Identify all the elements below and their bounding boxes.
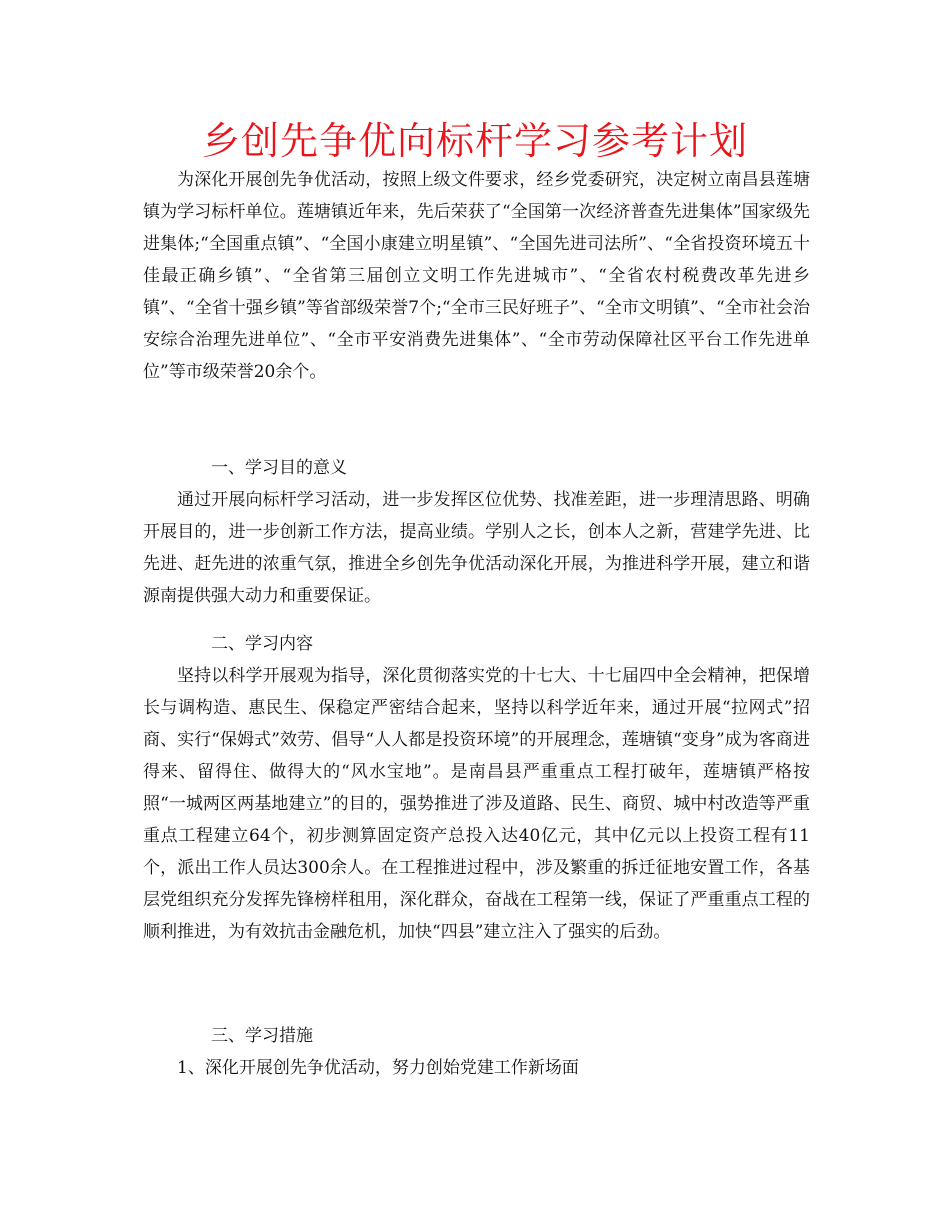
section1-paragraph: 通过开展向标杆学习活动，进一步发挥区位优势、找准差距，进一步理清思路、明确开展目的，进一步创新工作方法，提高业绩。学别人之长，创本人之新，营建学先进、比先进、赶先进的浓重气氛，推进全乡创先争优活动深化开展，为推进科学开展，建立和谐源南提供强大动力和重要保证。	[143, 490, 810, 606]
section1-body-block	[143, 484, 810, 612]
section2-heading-block	[143, 628, 810, 660]
section3-heading: 三、学习措施	[211, 1026, 313, 1046]
section2-heading: 二、学习内容	[211, 634, 313, 654]
section2-body-block	[143, 660, 810, 948]
section3-item-block	[143, 1052, 810, 1084]
section3-item-1: 1、深化开展创先争优活动，努力创始党建工作新场面	[177, 1058, 579, 1078]
intro-paragraph: 为深化开展创先争优活动，按照上级文件要求，经乡党委研究，决定树立南昌县莲塘镇为学习标杆单位。莲塘镇近年来，先后荣获了“全国第一次经济普查先进集体”国家级先进集体;“全国重点镇”、“全国小康建立明星镇”、“全国先进司法所”、“全省投资环境五十佳最正确乡镇”、“全省第三届创立文明工作先进城市”、“全省农村税费改革先进乡镇”、“全省十强乡镇”等省部级荣誉7个;“全市三民好班子”、“全市文明镇”、“全市社会治安综合治理先进单位”、“全市平安消费先进集体”、“全市劳动保障社区平台工作先进单位”等市级荣誉20余个。	[143, 170, 810, 382]
intro-block	[143, 164, 810, 388]
document-title: 乡创先争优向标杆学习参考计划	[201, 119, 748, 163]
section1-heading-block	[143, 452, 810, 484]
section2-paragraph: 坚持以科学开展观为指导，深化贯彻落实党的十七大、十七届四中全会精神，把保增长与调构造、惠民生、保稳定严密结合起来，坚持以科学近年来，通过开展“拉网式”招商、实行“保姆式”效劳、倡导“人人都是投资环境”的开展理念，莲塘镇“变身”成为客商进得来、留得住、做得大的“风水宝地”。是南昌县严重重点工程打破年，莲塘镇严格按照“一城两区两基地建立”的目的，强势推进了涉及道路、民生、商贸、城中村改造等严重重点工程建立64个，初步测算固定资产总投入达40亿元，其中亿元以上投资工程有11个，派出工作人员达300余人。在工程推进过程中，涉及繁重的拆迁征地安置工作，各基层党组织充分发挥先锋榜样租用，深化群众，奋战在工程第一线，保证了严重重点工程的顺利推进，为有效抗击金融危机，加快“四县”建立注入了强实的后劲。	[143, 666, 810, 942]
section1-heading: 一、学习目的意义	[211, 458, 347, 478]
section3-heading-block	[143, 1020, 810, 1052]
